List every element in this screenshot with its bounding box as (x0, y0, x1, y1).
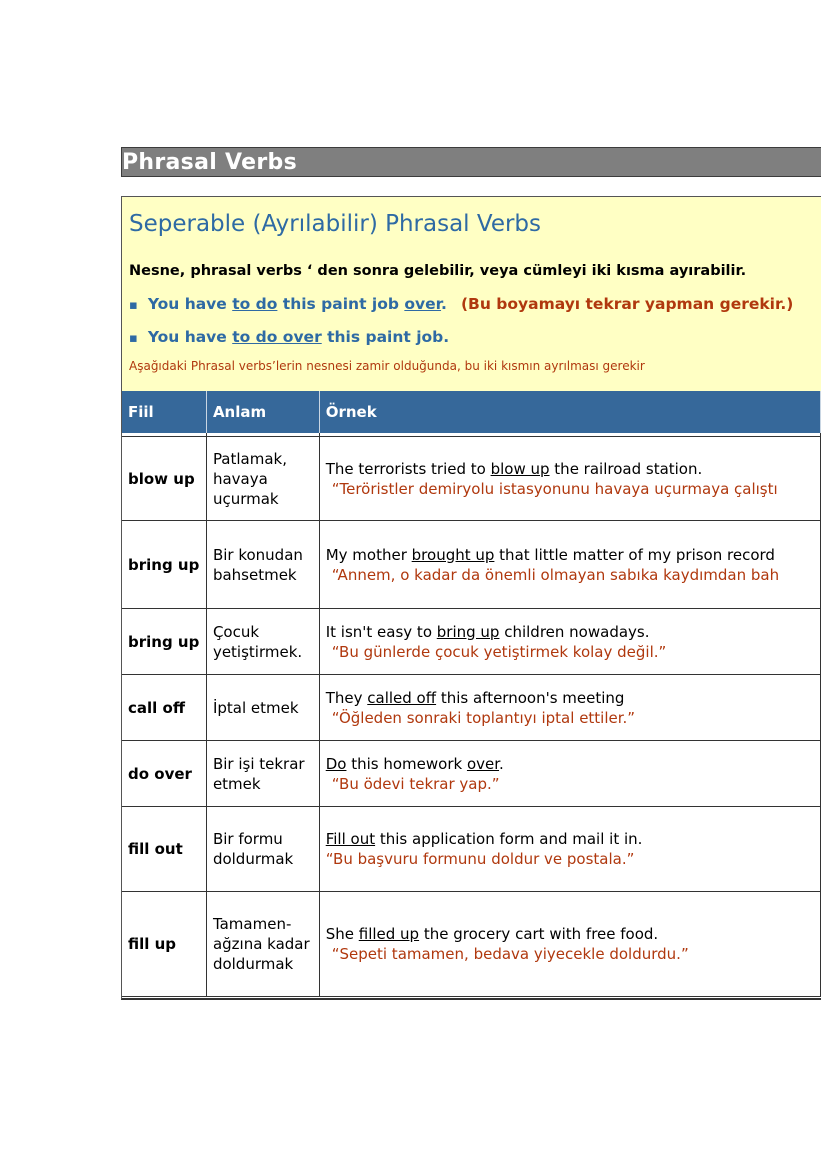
example-turkish: “Bu günlerde çocuk yetiştirmek kolay değil.” (331, 642, 667, 661)
table-row (122, 437, 821, 521)
table-row (122, 741, 821, 807)
meaning-cell: Bir işi tekrar etmek (206, 741, 319, 807)
example-cell (319, 521, 820, 609)
page-title: Phrasal Verbs (122, 150, 297, 175)
example-english: Do this homework over. (325, 754, 504, 773)
table-row (122, 807, 821, 892)
example-cell (319, 741, 820, 807)
header-fiil: Fiil (122, 391, 206, 433)
example-english: Fill out this application form and mail it in. (325, 830, 643, 848)
table-row (122, 609, 821, 675)
table-row (122, 892, 821, 997)
verb-cell: do over (122, 741, 206, 807)
table-row (122, 521, 821, 609)
content-box (121, 196, 821, 1000)
phrasal-verbs-table (122, 391, 821, 997)
example-turkish: “Teröristler demiryolu istasyonunu havaya uçurmaya çalıştı (331, 479, 778, 498)
verb-cell: call off (122, 675, 206, 741)
example-english: My mother brought up that little matter of my prison record (325, 545, 775, 564)
separation-note: Aşağıdaki Phrasal verbs’lerin nesnesi zamir olduğunda, bu iki kısmın ayrılması gerekir (129, 359, 645, 373)
example-turkish: “Sepeti tamamen, bedava yiyecekle doldurdu.” (331, 945, 689, 963)
example-english: The terrorists tried to blow up the railroad station. (325, 459, 703, 478)
example-cell (319, 892, 820, 997)
intro-note: Nesne, phrasal verbs ‘ den sonra gelebilir, veya cümleyi iki kısma ayırabilir. (129, 263, 747, 279)
verb-cell: fill up (122, 892, 206, 997)
meaning-cell: Tamamen- ağzına kadar doldurmak (206, 892, 319, 997)
meaning-cell: Bir formu doldurmak (206, 807, 319, 892)
example-english: They called off this afternoon's meeting (325, 688, 625, 707)
meaning-cell: Bir konudan bahsetmek (206, 521, 319, 609)
example-cell (319, 807, 820, 892)
meaning-cell: Patlamak, havaya uçurmak (206, 437, 319, 521)
bullet-icon: ▪ (129, 331, 138, 346)
section-heading: Seperable (Ayrılabilir) Phrasal Verbs (129, 211, 542, 237)
example-cell (319, 675, 820, 741)
example-cell (319, 609, 820, 675)
table-row (122, 675, 821, 741)
example-translation: (Bu boyamayı tekrar yapman gerekir.) (460, 295, 794, 313)
example-turkish: “Annem, o kadar da önemli olmayan sabıka kaydımdan bah (331, 565, 780, 584)
meaning-cell: İptal etmek (206, 675, 319, 741)
meaning-cell: Çocuk yetiştirmek. (206, 609, 319, 675)
table-header-row (122, 391, 821, 433)
verb-cell: bring up (122, 521, 206, 609)
bullet-icon: ▪ (129, 298, 138, 313)
example-english: It isn't easy to bring up children nowadays. (325, 622, 650, 641)
example-sentence-1: ▪ You have to do this paint job over. (Bu boyamayı tekrar yapman gerekir.) (129, 295, 794, 313)
verb-cell: blow up (122, 437, 206, 521)
example-english: She filled up the grocery cart with free food. (325, 925, 659, 943)
verb-cell: bring up (122, 609, 206, 675)
example-cell (319, 437, 820, 521)
intro-panel (122, 197, 821, 391)
header-anlam: Anlam (206, 391, 319, 433)
header-ornek: Örnek (319, 391, 820, 433)
verb-cell: fill out (122, 807, 206, 892)
example-turkish: “Öğleden sonraki toplantıyı iptal ettiler.” (331, 708, 636, 727)
title-bar (121, 147, 821, 177)
example-sentence-2: ▪ You have to do over this paint job. (129, 328, 450, 346)
example-turkish: “Bu başvuru formunu doldur ve postala.” (325, 850, 635, 868)
example-turkish: “Bu ödevi tekrar yap.” (331, 774, 500, 793)
